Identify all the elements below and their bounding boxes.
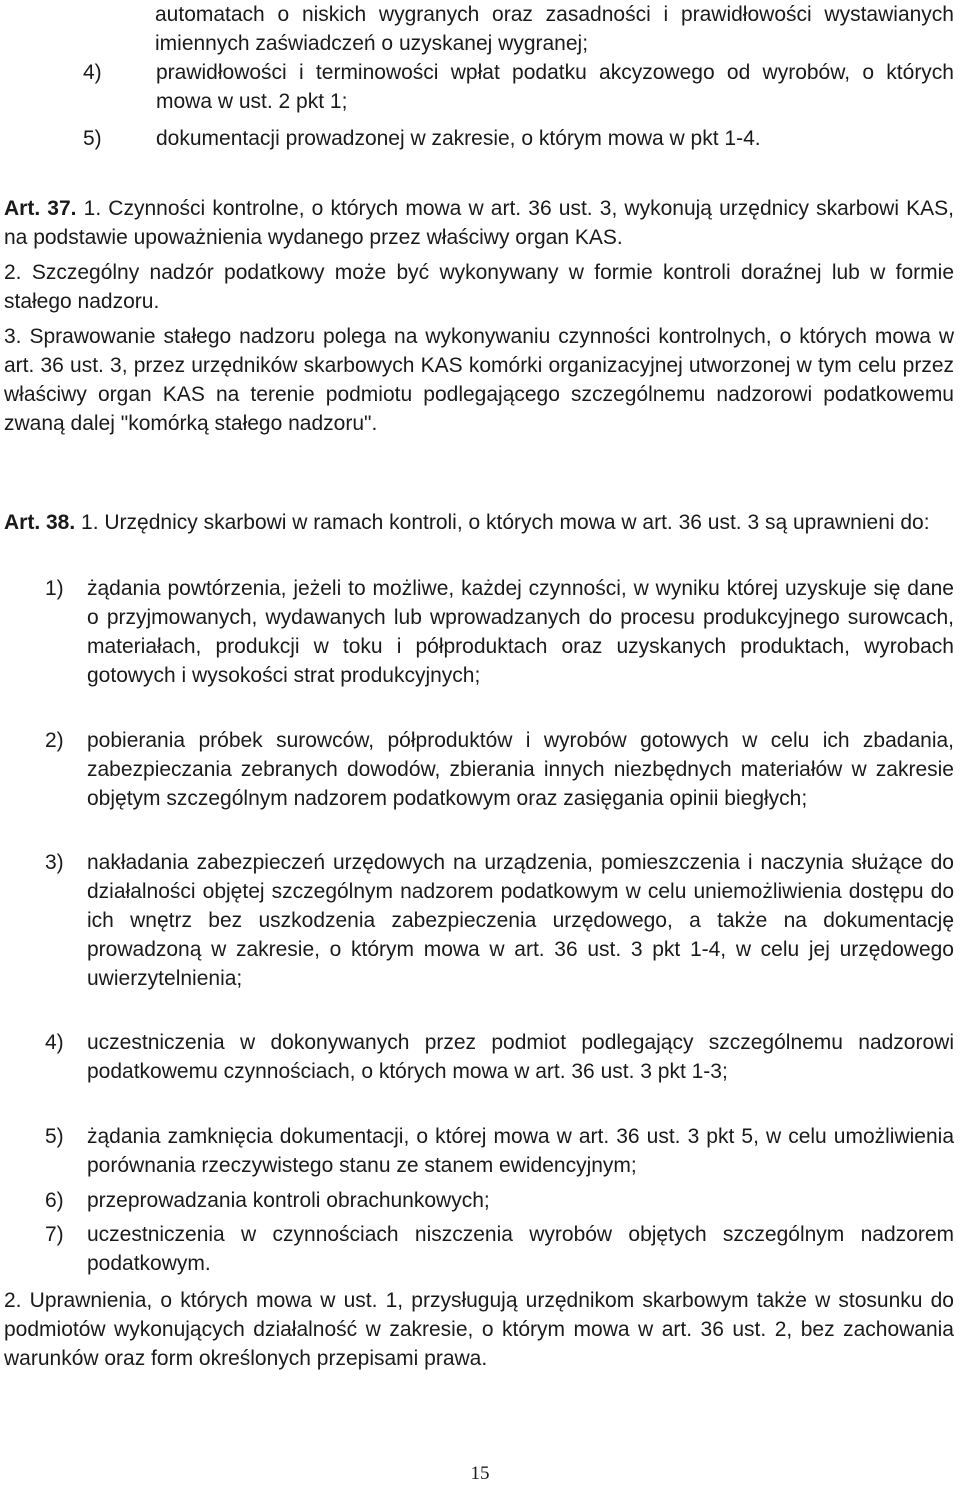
art38-item-4 — [45, 1028, 954, 1086]
list-item-number: 5) — [45, 1125, 64, 1148]
list-item-number: 3) — [45, 851, 64, 874]
art38-item-1 — [45, 574, 954, 690]
list-item-text: prawidłowości i terminowości wpłat podatku akcyzowego od wyrobów, o których mowa w ust. 2 pkt 1; — [156, 61, 954, 113]
list-item-number: 6) — [45, 1189, 64, 1212]
article-label: Art. 37. — [4, 197, 77, 220]
art38-para1 — [4, 508, 954, 537]
list-item-number: 5) — [83, 127, 102, 150]
article-label: Art. 38. — [4, 511, 76, 534]
list-item-number: 4) — [83, 61, 102, 84]
art38-para2: 2. Uprawnienia, o których mowa w ust. 1, przysługują urzędnikom skarbowym także w stosunku do podmiotów wykonujących działalność w zakresie, o którym mowa w art. 36 ust. 2, bez zachowania warunków oraz form określonych przepisami prawa. — [4, 1289, 954, 1370]
art38-item-7 — [45, 1220, 954, 1278]
art37-para3: 3. Sprawowanie stałego nadzoru polega na wykonywaniu czynności kontrolnych, o których mowa w art. 36 ust. 3, przez urzędników skarbowych KAS komórki organizacyjnej utworzonej w tym celu przez właściwy organ KAS na terenie podmiotu podlegającego szczególnemu nadzorowi podatkowemu zwaną dalej "komórką stałego nadzoru". — [4, 325, 954, 435]
list-item-number: 4) — [45, 1031, 64, 1054]
list-item-text: uczestniczenia w czynnościach niszczenia wyrobów objętych szczególnym nadzorem podatkowym. — [87, 1223, 954, 1275]
art38-item-6 — [45, 1186, 954, 1215]
paragraph-text: 1. Urzędnicy skarbowi w ramach kontroli, o których mowa w art. 36 ust. 3 są uprawnieni do: — [81, 511, 930, 534]
art37-para2: 2. Szczególny nadzór podatkowy może być wykonywany w formie kontroli doraźnej lub w formie stałego nadzoru. — [4, 261, 954, 313]
list-item-text: nakładania zabezpieczeń urzędowych na urządzenia, pomieszczenia i naczynia służące do działalności objętej szczególnym nadzorem podatkowym w celu uniemożliwienia dostępu do ich wnętrz bez uszkodzenia zabezpieczenia urzędowego, a także na dokumentację prowadzoną w zakresie, o którym mowa w art. 36 ust. 3 pkt 1-4, w celu jej urzędowego uwierzytelnienia; — [87, 851, 954, 990]
art38-item-2 — [45, 726, 954, 813]
list-item-5 — [45, 124, 954, 153]
list-item-number: 7) — [45, 1223, 64, 1246]
list-item-text: uczestniczenia w dokonywanych przez podmiot podlegający szczególnemu nadzorowi podatkowemu czynnościach, o których mowa w art. 36 ust. 3 pkt 1-3; — [87, 1031, 954, 1083]
list-item-text: przeprowadzania kontroli obrachunkowych; — [87, 1189, 490, 1212]
art37-para1 — [4, 194, 954, 252]
list-item-text: żądania powtórzenia, jeżeli to możliwe, każdej czynności, w wyniku której uzyskuje się dane o przyjmowanych, wydawanych lub wprowadzanych do procesu produkcyjnego surowcach, materiałach, produkcji w toku i półproduktach oraz uzyskanych produktach, wyrobach gotowych i wysokości strat produkcyjnych; — [87, 577, 954, 687]
art38-item-3 — [45, 848, 954, 993]
continuation-text: automatach o niskich wygranych oraz zasadności i prawidłowości wystawianych imiennych zaświadczeń o uzyskanej wygranej; — [155, 3, 954, 55]
list-item-number: 1) — [45, 577, 64, 600]
list-item-number: 2) — [45, 729, 64, 752]
paragraph-text: 1. Czynności kontrolne, o których mowa w art. 36 ust. 3, wykonują urzędnicy skarbowi KAS, na podstawie upoważnienia wydanego przez właściwy organ KAS. — [4, 197, 954, 249]
list-item-text: dokumentacji prowadzonej w zakresie, o którym mowa w pkt 1-4. — [156, 127, 761, 150]
list-item-text: pobierania próbek surowców, półproduktów i wyrobów gotowych w celu ich zbadania, zabezpieczania zebranych dowodów, zbierania innych niezbędnych materiałów w zakresie objętym szczególnym nadzorem podatkowym oraz zasięgania opinii biegłych; — [87, 729, 954, 810]
list-item-4 — [45, 58, 954, 116]
list-item-text: żądania zamknięcia dokumentacji, o której mowa w art. 36 ust. 3 pkt 5, w celu umożliwienia porównania rzeczywistego stanu ze stanem ewidencyjnym; — [87, 1125, 954, 1177]
art38-item-5 — [45, 1122, 954, 1180]
page-number: 15 — [470, 1463, 490, 1484]
